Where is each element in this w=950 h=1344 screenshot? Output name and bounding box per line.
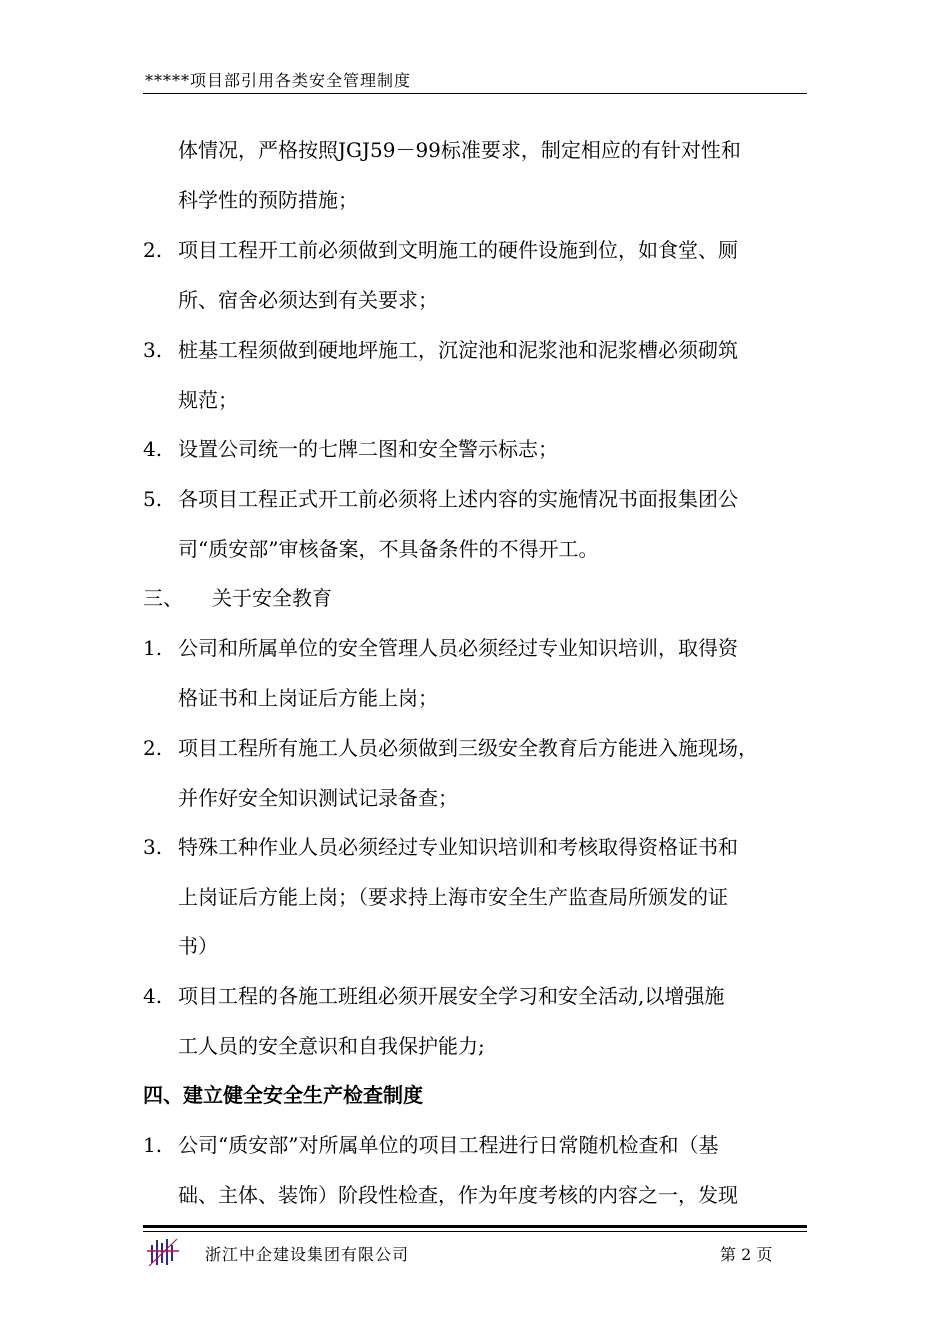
list-item-text: 各项目工程正式开工前必须将上述内容的实施情况书面报集团公	[178, 487, 738, 511]
company-logo-icon	[145, 1237, 181, 1267]
list-number: 2.	[143, 736, 163, 760]
list-number: 3.	[143, 835, 163, 859]
footer-divider-thick	[143, 1225, 807, 1228]
list-number: 5.	[143, 487, 163, 511]
page-number: 第 2 页	[720, 1245, 773, 1264]
list-item-text: 所、宿舍必须达到有关要求；	[178, 288, 438, 312]
section-heading: 四、建立健全安全生产检查制度	[143, 1083, 423, 1107]
list-item-text: 规范；	[178, 388, 238, 412]
list-item-text: 公司和所属单位的安全管理人员必须经过专业知识培训，取得资	[178, 636, 738, 660]
list-item-text: 特殊工种作业人员必须经过专业知识培训和考核取得资格证书和	[178, 835, 738, 859]
list-item-text: 并作好安全知识测试记录备查；	[178, 786, 458, 810]
list-number: 4.	[143, 437, 163, 461]
header-divider	[143, 93, 807, 94]
list-item-text: 桩基工程须做到硬地坪施工，沉淀池和泥浆池和泥浆槽必须砌筑	[178, 338, 738, 362]
list-item-text: 项目工程的各施工班组必须开展安全学习和安全活动,以增强施	[178, 984, 725, 1008]
list-item-text: 项目工程开工前必须做到文明施工的硬件设施到位，如食堂、厕	[178, 238, 738, 262]
list-item-text: 设置公司统一的七牌二图和安全警示标志；	[178, 437, 558, 461]
list-item-text: 项目工程所有施工人员必须做到三级安全教育后方能进入施现场，	[178, 736, 758, 760]
footer-divider-thin	[143, 1231, 807, 1232]
paragraph-line: 体情况，严格按照JGJ59－99标准要求，制定相应的有针对性和	[178, 138, 741, 162]
list-item-text: 础、主体、装饰）阶段性检查，作为年度考核的内容之一，发现	[178, 1183, 738, 1207]
list-number: 1.	[143, 1133, 163, 1157]
section-title: 关于安全教育	[212, 586, 332, 610]
list-item-text: 公司“质安部”对所属单位的项目工程进行日常随机检查和（基	[178, 1133, 719, 1157]
list-number: 4.	[143, 984, 163, 1008]
list-item-text: 工人员的安全意识和自我保护能力;	[178, 1034, 485, 1058]
list-number: 1.	[143, 636, 163, 660]
footer-company-name: 浙江中企建设集团有限公司	[205, 1245, 410, 1264]
paragraph-line: 科学性的预防措施；	[178, 188, 358, 212]
section-number: 三、	[143, 586, 183, 610]
list-item-text: 格证书和上岗证后方能上岗；	[178, 686, 438, 710]
list-item-text: 上岗证后方能上岗；（要求持上海市安全生产监查局所颁发的证	[178, 885, 728, 909]
running-header: *****项目部引用各类安全管理制度	[145, 71, 412, 90]
list-number: 2.	[143, 238, 163, 262]
list-item-text: 司“质安部”审核备案，不具备条件的不得开工。	[178, 537, 599, 561]
list-number: 3.	[143, 338, 163, 362]
list-item-text: 书）	[178, 934, 218, 958]
